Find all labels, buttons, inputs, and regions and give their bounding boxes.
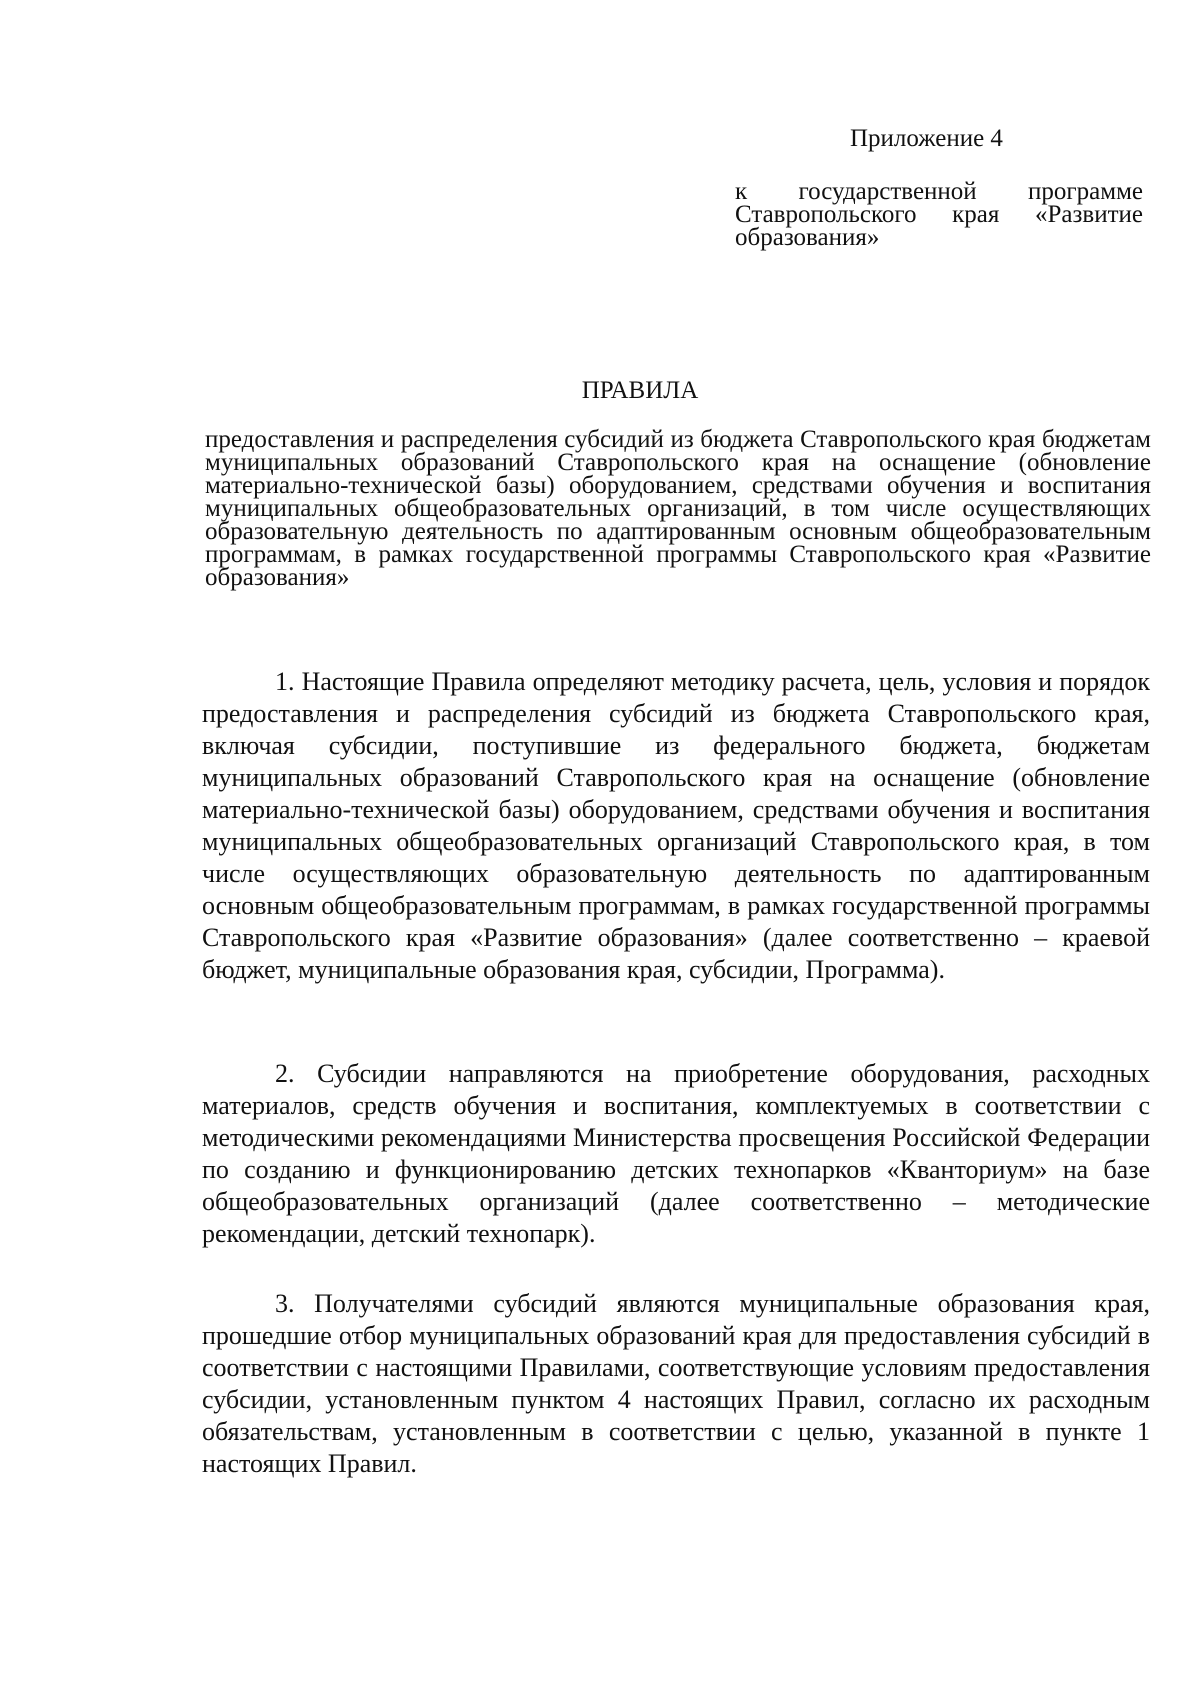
document-subtitle: предоставления и распределения субсидий из бюджета Ставропольского края бюджетам муниципальных образований Ставропольского края на оснащение (обновление материально-технической базы) оборудованием, средствами обучения и воспитания муниципальных общеобразовательных организаций, в том числе осуществляющих образовательную деятельность по адаптированным основным общеобразовательным программам, в рамках государственной программы Ставропольского края «Развитие образования»	[205, 426, 1151, 591]
appendix-label: Приложение 4	[850, 125, 1003, 152]
paragraph-3: 3. Получателями субсидий являются муниципальные образования края, прошедшие отбор муниципальных образований края для предоставления субсидий в соответствии с настоящими Правилами, соответствующие условиям предоставления субсидии, установленным пунктом 4 настоящих Правил, согласно их расходным обязательствам, установленным в соответствии с целью, указанной в пункте 1 настоящих Правил.	[202, 1289, 1150, 1478]
paragraph-1: 1. Настоящие Правила определяют методику расчета, цель, условия и порядок предоставления и распределения субсидий из бюджета Ставропольского края, включая субсидии, поступившие из федерального бюджета, бюджетам муниципальных образований Ставропольского края на оснащение (обновление материально-технической базы) оборудованием, средствами обучения и воспитания муниципальных общеобразовательных организаций Ставропольского края, в том числе осуществляющих образовательную деятельность по адаптированным основным общеобразовательным программам, в рамках государственной программы Ставропольского края «Развитие образования» (далее соответственно – краевой бюджет, муниципальные образования края, субсидии, Программа).	[202, 667, 1150, 984]
appendix-note: к государственной программе Ставропольского края «Развитие образования»	[735, 178, 1143, 251]
paragraph-2: 2. Субсидии направляются на приобретение оборудования, расходных материалов, средств обучения и воспитания, комплектуемых в соответствии с методическими рекомендациями Министерства просвещения Российской Федерации по созданию и функционированию детских технопарков «Кванториум» на базе общеобразовательных организаций (далее соответственно – методические рекомендации, детский технопарк).	[202, 1059, 1150, 1248]
document-title: ПРАВИЛА	[581, 377, 699, 404]
